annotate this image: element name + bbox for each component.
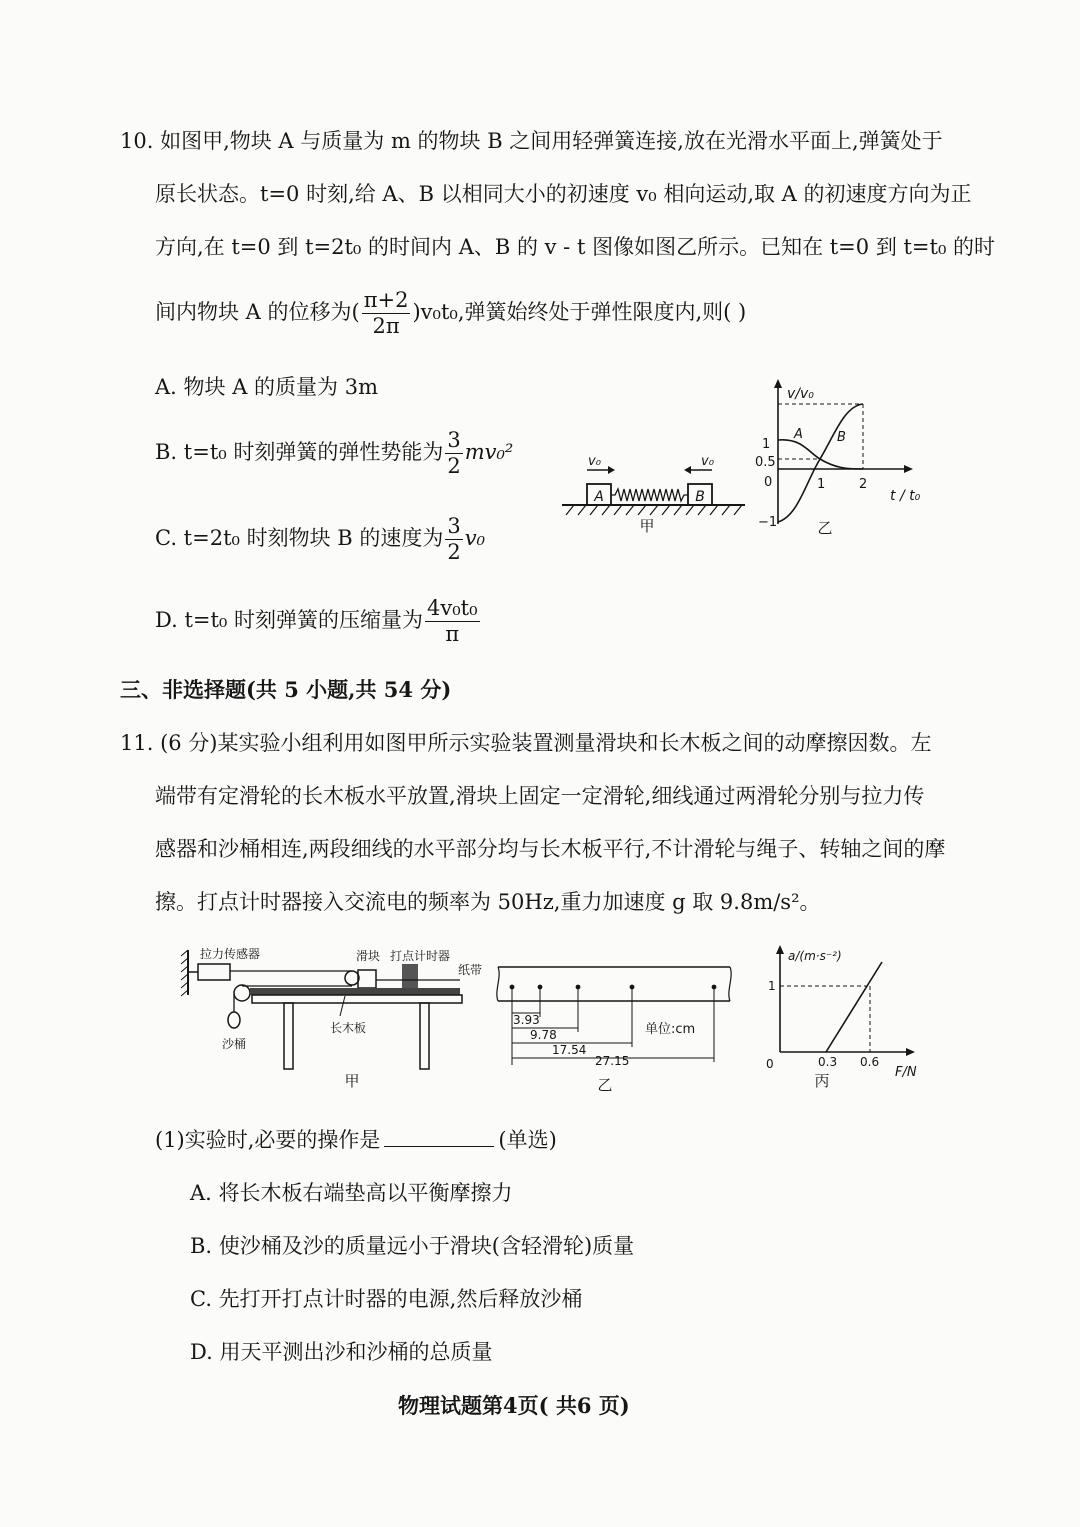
- q11-figure-jia: [180, 940, 483, 1090]
- curve-a-label: A: [794, 427, 803, 442]
- a-axis-label: a/(m·s⁻²): [788, 949, 842, 963]
- q10-option-b-b: mv₀²: [464, 440, 514, 464]
- sand-bucket: [228, 1012, 240, 1028]
- q11-line-2: 端带有定滑轮的长木板水平放置,滑块上固定一定滑轮,细线通过两滑轮分别与拉力传: [155, 784, 925, 808]
- tape-left-tear: [497, 967, 499, 1001]
- board-label: 长木板: [330, 1021, 367, 1035]
- v-tick-half: 0.5: [755, 455, 776, 470]
- q11-figure-yi: [490, 955, 740, 1100]
- v-tick-neg1: −1: [758, 515, 778, 530]
- q10-option-c: [155, 516, 485, 563]
- force-sensor: [198, 964, 230, 980]
- v-tick-0: 0: [764, 475, 773, 490]
- q11-line-4: 擦。打点计时器接入交流电的频率为 50Hz,重力加速度 g 取 9.8m/s²。: [155, 890, 821, 914]
- f-tick-03: 0.3: [818, 1055, 838, 1069]
- q10-option-d: [155, 598, 482, 645]
- spring: [611, 489, 688, 501]
- velocity-b-label: v₀: [701, 454, 714, 469]
- table-leg-left: [284, 1003, 293, 1069]
- q11-sub1-b: (单选): [498, 1128, 557, 1152]
- curve-a: [778, 440, 863, 469]
- q10-option-c-a: C. t=2t₀ 时刻物块 B 的速度为: [155, 526, 444, 550]
- origin-label: 0: [766, 1057, 774, 1071]
- q10-line-4: [155, 290, 746, 337]
- timer: [402, 964, 418, 988]
- distance-2: 9.78: [530, 1028, 557, 1042]
- q10-option-c-numerator: 3: [447, 514, 461, 538]
- q10-figure-jia: [560, 445, 760, 535]
- unit-label: 单位:cm: [645, 1022, 696, 1037]
- q10-option-d-denominator: π: [445, 622, 460, 646]
- q10-line-2: 原长状态。t=0 时刻,给 A、B 以相同大小的初速度 v₀ 相向运动,取 A 的初速度方向为正: [155, 182, 972, 206]
- q10-option-b-numerator: 3: [447, 428, 461, 452]
- timer-label: 打点计时器: [390, 949, 451, 963]
- ground-hatching: [566, 505, 742, 515]
- q10-option-b: [155, 430, 513, 477]
- q10-fraction-denominator: 2π: [372, 314, 400, 338]
- bucket-label: 沙桶: [222, 1037, 247, 1051]
- tape-dots: [510, 985, 717, 990]
- t-tick-1: 1: [817, 477, 826, 492]
- q10-option-b-a: B. t=t₀ 时刻弹簧的弹性势能为: [155, 440, 444, 464]
- q10-option-d-a: D. t=t₀ 时刻弹簧的压缩量为: [155, 608, 424, 632]
- q10-option-c-denominator: 2: [447, 540, 461, 564]
- q10-option-c-b: v₀: [464, 526, 486, 550]
- t-axis-arrowhead: [904, 465, 913, 473]
- slider-block: [358, 970, 376, 988]
- q11-option-a: A. 将长木板右端垫高以平衡摩擦力: [190, 1181, 513, 1205]
- curve-b: [778, 404, 863, 522]
- velocity-a-label: v₀: [588, 454, 601, 469]
- q11-option-b: B. 使沙桶及沙的质量远小于滑块(含轻滑轮)质量: [190, 1234, 635, 1258]
- q10-option-d-numerator: 4v₀t₀: [427, 596, 478, 620]
- a-tick-1: 1: [768, 979, 776, 993]
- section-heading: 三、非选择题(共 5 小题,共 54 分): [120, 677, 452, 702]
- q11-option-c: C. 先打开打点计时器的电源,然后释放沙桶: [190, 1287, 583, 1311]
- figure-bing-caption: 丙: [814, 1072, 830, 1090]
- q10-option-c-fraction: [445, 516, 462, 563]
- v-axis-arrowhead: [774, 379, 782, 388]
- page-footer: 物理试题第4页( 共6 页): [398, 1393, 630, 1418]
- q10-option-b-fraction: [445, 430, 462, 477]
- velocity-b-arrowhead: [684, 466, 691, 474]
- t-tick-2: 2: [859, 477, 868, 492]
- block-b-label: B: [695, 489, 705, 505]
- v-axis-label: v/v₀: [787, 386, 814, 402]
- f-tick-06: 0.6: [860, 1055, 880, 1069]
- tape-label: 纸带: [458, 963, 483, 977]
- f-axis-label: F/N: [895, 1065, 917, 1080]
- curve-b-label: B: [837, 430, 846, 445]
- figure-jia-11-caption: 甲: [344, 1072, 360, 1090]
- sensor-label: 拉力传感器: [200, 947, 261, 961]
- f-axis-arrowhead: [906, 1048, 915, 1056]
- slider-label: 滑块: [356, 949, 381, 963]
- velocity-a-arrowhead: [608, 466, 615, 474]
- t-axis-label: t / t₀: [890, 488, 921, 504]
- distance-3: 17.54: [552, 1043, 587, 1057]
- q10-line-4-a: 间内物块 A 的位移为(: [155, 300, 360, 324]
- q10-option-a: A. 物块 A 的质量为 3m: [155, 375, 378, 399]
- figure-yi-caption: 乙: [817, 519, 833, 537]
- q10-line-3: 方向,在 t=0 到 t=2t₀ 的时间内 A、B 的 v - t 图像如图乙所示。已知在 t=0 到 t=t₀ 的时: [155, 235, 996, 259]
- distance-1: 3.93: [513, 1013, 540, 1027]
- figure-yi-11-caption: 乙: [597, 1076, 613, 1094]
- v-tick-1: 1: [762, 437, 771, 452]
- q10-option-d-fraction: [425, 598, 480, 645]
- table-leg-right: [420, 1003, 429, 1069]
- q11-sub1-a: (1)实验时,必要的操作是: [155, 1128, 381, 1152]
- q11-figure-bing: [760, 940, 935, 1090]
- distance-4: 27.15: [595, 1054, 630, 1068]
- q10-fraction-numerator: π+2: [363, 288, 409, 312]
- fixed-pulley: [234, 985, 250, 1001]
- q10-figure-yi: [750, 376, 950, 546]
- q10-option-b-denominator: 2: [447, 454, 461, 478]
- table-top: [252, 995, 462, 1003]
- q10-displacement-fraction: [362, 290, 411, 337]
- board-pointer: [340, 996, 345, 1016]
- tape-right-tear: [729, 967, 731, 1001]
- q10-line-4-b: )v₀t₀,弹簧始终处于弹性限度内,则( ): [412, 300, 747, 324]
- slider-pulley: [345, 971, 359, 985]
- block-a-label: A: [594, 489, 604, 505]
- figure-jia-caption: 甲: [639, 517, 655, 535]
- a-axis-arrowhead: [776, 945, 784, 954]
- wall-hatching: [181, 950, 188, 996]
- a-f-line: [826, 962, 882, 1052]
- q11-line-3: 感器和沙桶相连,两段细线的水平部分均与长木板平行,不计滑轮与绳子、转轴之间的摩: [155, 837, 946, 861]
- q11-option-d: D. 用天平测出沙和沙桶的总质量: [190, 1340, 493, 1364]
- answer-blank[interactable]: [384, 1146, 494, 1147]
- q10-line-1: 10. 如图甲,物块 A 与质量为 m 的物块 B 之间用轻弹簧连接,放在光滑水平面上,弹簧处于: [120, 129, 943, 153]
- q11-sub1: [155, 1130, 557, 1151]
- long-board: [250, 988, 460, 995]
- q11-line-1: 11. (6 分)某实验小组利用如图甲所示实验装置测量滑块和长木板之间的动摩擦因数。左: [120, 731, 932, 755]
